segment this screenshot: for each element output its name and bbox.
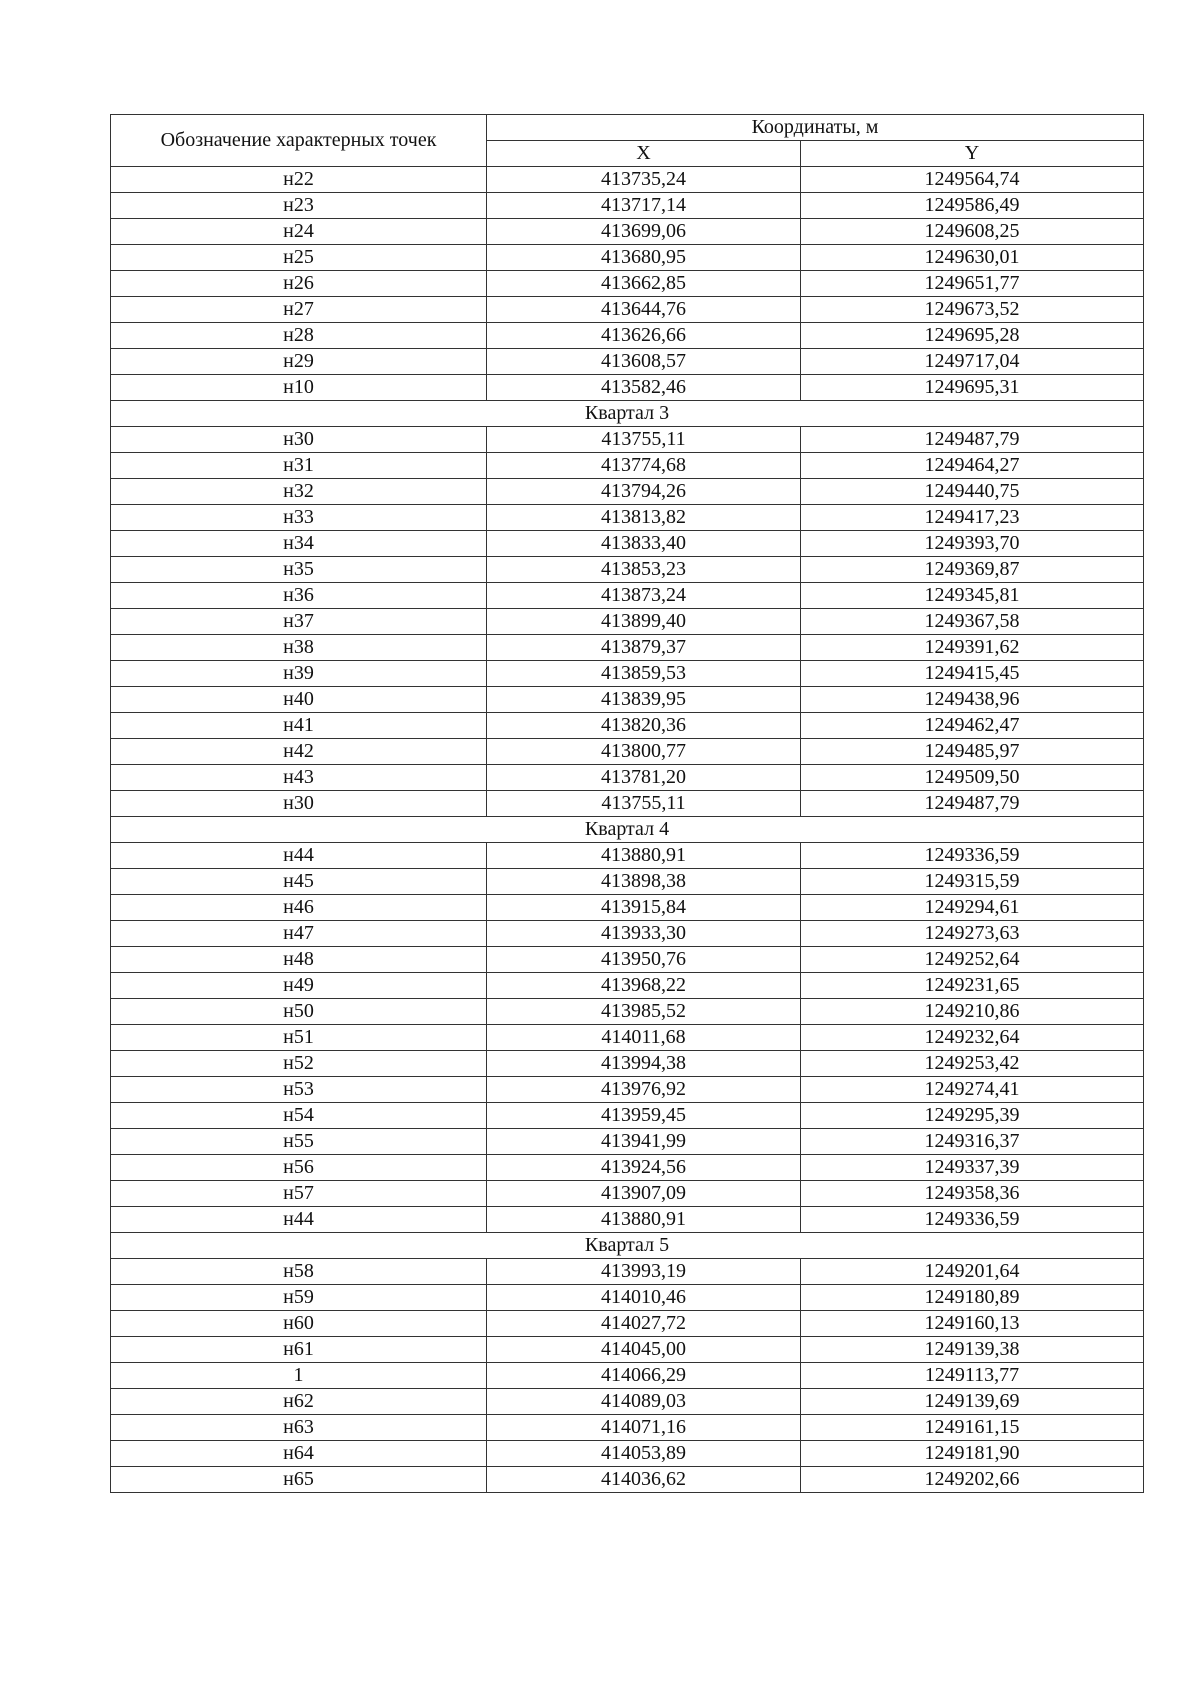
- table-row: [111, 1259, 1144, 1285]
- y-cell: 1249231,65: [801, 973, 1144, 999]
- point-cell: н10: [111, 375, 487, 401]
- y-cell: 1249201,64: [801, 1259, 1144, 1285]
- x-cell: 413853,23: [487, 557, 801, 583]
- point-cell: н55: [111, 1129, 487, 1155]
- point-cell: н47: [111, 921, 487, 947]
- x-cell: 413924,56: [487, 1155, 801, 1181]
- x-cell: 414010,46: [487, 1285, 801, 1311]
- y-cell: 1249717,04: [801, 349, 1144, 375]
- y-cell: 1249358,36: [801, 1181, 1144, 1207]
- x-cell: 413794,26: [487, 479, 801, 505]
- point-cell: н36: [111, 583, 487, 609]
- x-cell: 414071,16: [487, 1415, 801, 1441]
- point-cell: н65: [111, 1467, 487, 1493]
- point-cell: н30: [111, 427, 487, 453]
- point-cell: н41: [111, 713, 487, 739]
- point-cell: н46: [111, 895, 487, 921]
- table-row: [111, 1441, 1144, 1467]
- point-cell: н39: [111, 661, 487, 687]
- x-cell: 413873,24: [487, 583, 801, 609]
- table-row: [111, 713, 1144, 739]
- y-cell: 1249509,50: [801, 765, 1144, 791]
- x-cell: 413820,36: [487, 713, 801, 739]
- y-cell: 1249274,41: [801, 1077, 1144, 1103]
- y-cell: 1249462,47: [801, 713, 1144, 739]
- table-row: [111, 375, 1144, 401]
- x-cell: 413781,20: [487, 765, 801, 791]
- y-cell: 1249564,74: [801, 167, 1144, 193]
- table-row: [111, 1103, 1144, 1129]
- y-cell: 1249295,39: [801, 1103, 1144, 1129]
- x-cell: 414066,29: [487, 1363, 801, 1389]
- x-cell: 414089,03: [487, 1389, 801, 1415]
- point-cell: н61: [111, 1337, 487, 1363]
- point-cell: н62: [111, 1389, 487, 1415]
- table-row: [111, 947, 1144, 973]
- y-cell: 1249181,90: [801, 1441, 1144, 1467]
- table-row: [111, 505, 1144, 531]
- table-row: [111, 1389, 1144, 1415]
- x-cell: 413800,77: [487, 739, 801, 765]
- table-row: [111, 479, 1144, 505]
- table-row: [111, 765, 1144, 791]
- section-row: [111, 817, 1144, 843]
- point-cell: н44: [111, 1207, 487, 1233]
- y-cell: 1249485,97: [801, 739, 1144, 765]
- y-cell: 1249252,64: [801, 947, 1144, 973]
- table-row: [111, 1467, 1144, 1493]
- y-cell: 1249160,13: [801, 1311, 1144, 1337]
- x-cell: 413985,52: [487, 999, 801, 1025]
- section-label: Квартал 3: [111, 401, 1144, 427]
- table-row: [111, 609, 1144, 635]
- table-row: [111, 1025, 1144, 1051]
- table-row: [111, 1077, 1144, 1103]
- point-cell: н60: [111, 1311, 487, 1337]
- point-cell: н25: [111, 245, 487, 271]
- table-row: [111, 1363, 1144, 1389]
- point-cell: н30: [111, 791, 487, 817]
- y-cell: 1249337,39: [801, 1155, 1144, 1181]
- point-cell: н34: [111, 531, 487, 557]
- x-cell: 413959,45: [487, 1103, 801, 1129]
- header-y: Y: [801, 141, 1144, 167]
- y-cell: 1249630,01: [801, 245, 1144, 271]
- table-row: [111, 999, 1144, 1025]
- y-cell: 1249336,59: [801, 843, 1144, 869]
- x-cell: 413755,11: [487, 791, 801, 817]
- table-row: [111, 895, 1144, 921]
- point-cell: н38: [111, 635, 487, 661]
- x-cell: 413880,91: [487, 1207, 801, 1233]
- point-cell: н29: [111, 349, 487, 375]
- x-cell: 413839,95: [487, 687, 801, 713]
- y-cell: 1249417,23: [801, 505, 1144, 531]
- table-row: [111, 687, 1144, 713]
- x-cell: 413950,76: [487, 947, 801, 973]
- x-cell: 413880,91: [487, 843, 801, 869]
- x-cell: 413774,68: [487, 453, 801, 479]
- point-cell: 1: [111, 1363, 487, 1389]
- point-cell: н57: [111, 1181, 487, 1207]
- table-row: [111, 167, 1144, 193]
- table-row: [111, 453, 1144, 479]
- x-cell: 413699,06: [487, 219, 801, 245]
- point-cell: н49: [111, 973, 487, 999]
- y-cell: 1249440,75: [801, 479, 1144, 505]
- y-cell: 1249393,70: [801, 531, 1144, 557]
- point-cell: н35: [111, 557, 487, 583]
- table-row: [111, 427, 1144, 453]
- x-cell: 413813,82: [487, 505, 801, 531]
- y-cell: 1249673,52: [801, 297, 1144, 323]
- y-cell: 1249695,31: [801, 375, 1144, 401]
- point-cell: н56: [111, 1155, 487, 1181]
- y-cell: 1249369,87: [801, 557, 1144, 583]
- point-cell: н51: [111, 1025, 487, 1051]
- header-point-designation: Обозначение характерных точек: [111, 115, 487, 167]
- table-row: [111, 557, 1144, 583]
- x-cell: 413608,57: [487, 349, 801, 375]
- table-row: [111, 531, 1144, 557]
- point-cell: н32: [111, 479, 487, 505]
- y-cell: 1249695,28: [801, 323, 1144, 349]
- point-cell: н53: [111, 1077, 487, 1103]
- y-cell: 1249345,81: [801, 583, 1144, 609]
- x-cell: 413582,46: [487, 375, 801, 401]
- y-cell: 1249464,27: [801, 453, 1144, 479]
- x-cell: 413976,92: [487, 1077, 801, 1103]
- point-cell: н64: [111, 1441, 487, 1467]
- x-cell: 413898,38: [487, 869, 801, 895]
- x-cell: 414011,68: [487, 1025, 801, 1051]
- point-cell: н22: [111, 167, 487, 193]
- y-cell: 1249294,61: [801, 895, 1144, 921]
- table-row: [111, 583, 1144, 609]
- y-cell: 1249139,69: [801, 1389, 1144, 1415]
- x-cell: 413626,66: [487, 323, 801, 349]
- point-cell: н63: [111, 1415, 487, 1441]
- y-cell: 1249113,77: [801, 1363, 1144, 1389]
- point-cell: н37: [111, 609, 487, 635]
- table-row: [111, 323, 1144, 349]
- point-cell: н26: [111, 271, 487, 297]
- x-cell: 413879,37: [487, 635, 801, 661]
- table-row: [111, 869, 1144, 895]
- x-cell: 413859,53: [487, 661, 801, 687]
- y-cell: 1249487,79: [801, 427, 1144, 453]
- x-cell: 413968,22: [487, 973, 801, 999]
- point-cell: н52: [111, 1051, 487, 1077]
- x-cell: 414045,00: [487, 1337, 801, 1363]
- point-cell: н24: [111, 219, 487, 245]
- point-cell: н44: [111, 843, 487, 869]
- x-cell: 413644,76: [487, 297, 801, 323]
- point-cell: н54: [111, 1103, 487, 1129]
- x-cell: 413899,40: [487, 609, 801, 635]
- table-row: [111, 739, 1144, 765]
- y-cell: 1249336,59: [801, 1207, 1144, 1233]
- point-cell: н58: [111, 1259, 487, 1285]
- y-cell: 1249586,49: [801, 193, 1144, 219]
- table-row: [111, 1311, 1144, 1337]
- x-cell: 414036,62: [487, 1467, 801, 1493]
- point-cell: н50: [111, 999, 487, 1025]
- table-row: [111, 271, 1144, 297]
- x-cell: 414053,89: [487, 1441, 801, 1467]
- header-coordinates: Координаты, м: [487, 115, 1144, 141]
- y-cell: 1249316,37: [801, 1129, 1144, 1155]
- point-cell: н28: [111, 323, 487, 349]
- y-cell: 1249487,79: [801, 791, 1144, 817]
- x-cell: 413994,38: [487, 1051, 801, 1077]
- table-header: [111, 115, 1144, 167]
- point-cell: н40: [111, 687, 487, 713]
- y-cell: 1249161,15: [801, 1415, 1144, 1441]
- table-row: [111, 1415, 1144, 1441]
- point-cell: н59: [111, 1285, 487, 1311]
- point-cell: н23: [111, 193, 487, 219]
- y-cell: 1249139,38: [801, 1337, 1144, 1363]
- point-cell: н48: [111, 947, 487, 973]
- x-cell: 413915,84: [487, 895, 801, 921]
- section-row: [111, 401, 1144, 427]
- table-row: [111, 1181, 1144, 1207]
- section-label: Квартал 5: [111, 1233, 1144, 1259]
- x-cell: 413907,09: [487, 1181, 801, 1207]
- table-row: [111, 973, 1144, 999]
- y-cell: 1249651,77: [801, 271, 1144, 297]
- point-cell: н45: [111, 869, 487, 895]
- y-cell: 1249391,62: [801, 635, 1144, 661]
- point-cell: н27: [111, 297, 487, 323]
- point-cell: н33: [111, 505, 487, 531]
- table-row: [111, 791, 1144, 817]
- point-cell: н42: [111, 739, 487, 765]
- section-row: [111, 1233, 1144, 1259]
- y-cell: 1249608,25: [801, 219, 1144, 245]
- x-cell: 413993,19: [487, 1259, 801, 1285]
- point-cell: н31: [111, 453, 487, 479]
- header-x: X: [487, 141, 801, 167]
- y-cell: 1249202,66: [801, 1467, 1144, 1493]
- x-cell: 413941,99: [487, 1129, 801, 1155]
- table-row: [111, 635, 1144, 661]
- table-row: [111, 219, 1144, 245]
- table-row: [111, 1337, 1144, 1363]
- table-row: [111, 349, 1144, 375]
- table-row: [111, 193, 1144, 219]
- x-cell: 413662,85: [487, 271, 801, 297]
- table-row: [111, 661, 1144, 687]
- table-row: [111, 1285, 1144, 1311]
- y-cell: 1249273,63: [801, 921, 1144, 947]
- x-cell: 413680,95: [487, 245, 801, 271]
- table-row: [111, 245, 1144, 271]
- y-cell: 1249315,59: [801, 869, 1144, 895]
- table-row: [111, 1129, 1144, 1155]
- table-row: [111, 843, 1144, 869]
- x-cell: 414027,72: [487, 1311, 801, 1337]
- table-row: [111, 1051, 1144, 1077]
- table-row: [111, 921, 1144, 947]
- y-cell: 1249415,45: [801, 661, 1144, 687]
- y-cell: 1249180,89: [801, 1285, 1144, 1311]
- y-cell: 1249253,42: [801, 1051, 1144, 1077]
- table-body: [111, 167, 1144, 1493]
- y-cell: 1249438,96: [801, 687, 1144, 713]
- x-cell: 413755,11: [487, 427, 801, 453]
- y-cell: 1249232,64: [801, 1025, 1144, 1051]
- table-row: [111, 1207, 1144, 1233]
- table-row: [111, 297, 1144, 323]
- y-cell: 1249210,86: [801, 999, 1144, 1025]
- x-cell: 413933,30: [487, 921, 801, 947]
- y-cell: 1249367,58: [801, 609, 1144, 635]
- table-row: [111, 1155, 1144, 1181]
- point-cell: н43: [111, 765, 487, 791]
- x-cell: 413833,40: [487, 531, 801, 557]
- section-label: Квартал 4: [111, 817, 1144, 843]
- x-cell: 413735,24: [487, 167, 801, 193]
- coordinates-table: [110, 114, 1144, 1493]
- x-cell: 413717,14: [487, 193, 801, 219]
